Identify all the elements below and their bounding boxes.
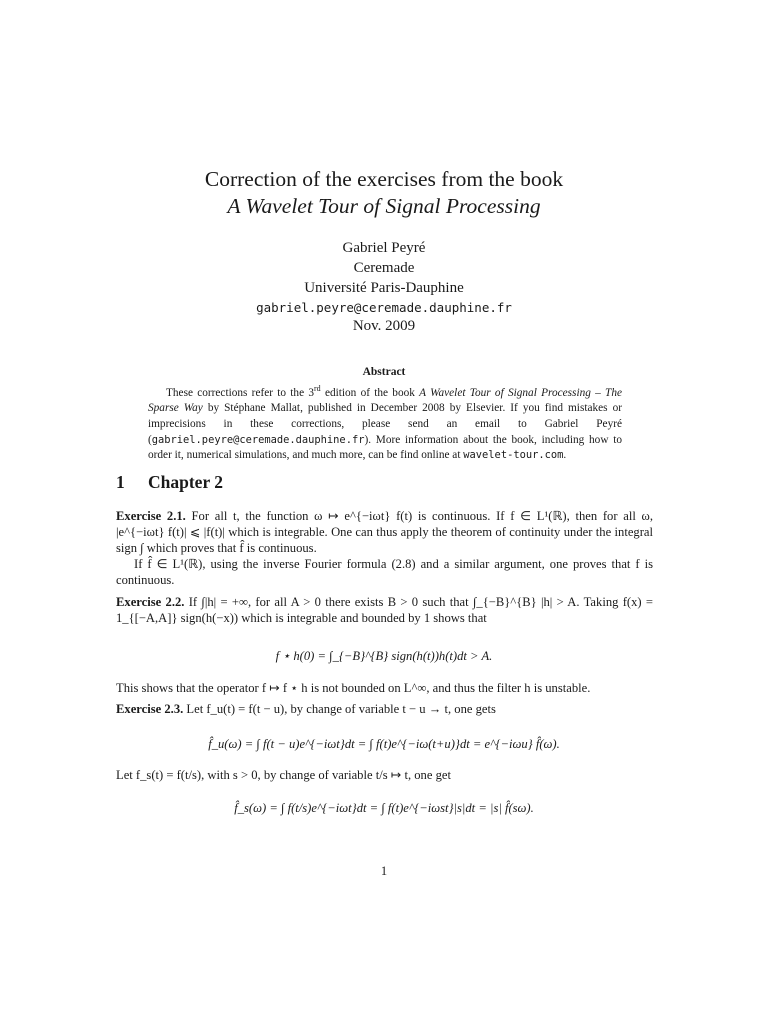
abstract-email: gabriel.peyre@ceremade.dauphine.fr: [151, 433, 365, 446]
equation-convolution: f ⋆ h(0) = ∫_{−B}^{B} sign(h(t))h(t)dt > A.: [275, 649, 493, 663]
abstract-book: A Wavelet Tour of Signal Processing – The Sparse Way: [148, 386, 622, 415]
equation-dilation: f̂_s(ω) = ∫ f(t/s)e^{−iωt}dt = ∫ f(t)e^{−iωst}|s|dt = |s| f̂(sω).: [234, 801, 534, 815]
author-university: Université Paris-Dauphine: [304, 280, 464, 296]
exercise-label: Exercise 2.2.: [116, 595, 185, 609]
section-title: Chapter 2: [148, 472, 224, 492]
abstract-part3: by Stéphane Mallat, published in December 2008 by Elsevier. If you find mistakes or imprecisions in these corrections, please send an email to Gabriel Peyré (: [148, 402, 622, 446]
title-block: [0, 166, 768, 220]
page-number: 1: [380, 864, 388, 878]
paper-date: Nov. 2009: [352, 318, 416, 334]
abstract-text: [148, 381, 622, 464]
author-lab: Ceremade: [353, 260, 415, 276]
exercise-paragraph: If f̂ ∈ L¹(ℝ), using the inverse Fourier formula (2.8) and a similar argument, one proves that f is continuous.: [116, 557, 653, 587]
exercise-2-1: [116, 508, 653, 588]
section-heading: [116, 472, 223, 493]
author-name: Gabriel Peyré: [342, 240, 426, 256]
exercise-2-3: [116, 701, 653, 717]
abstract-part2: edition of the book: [320, 386, 420, 399]
abstract-sup: rd: [314, 384, 321, 393]
exercise-text: For all t, the function ω ↦ e^{−iωt} f(t) is continuous. If f ∈ L¹(ℝ), then for all ω, |e^{−iωt} f(t)| ⩽ |f(t)| which is integrable. One can thus apply the theorem of continuity under the integral sign ∫ which proves that f̂ is continuous.: [116, 509, 653, 555]
abstract-url: wavelet-tour.com: [463, 449, 564, 462]
abstract-part5: .: [563, 449, 567, 462]
author-email: gabriel.peyre@ceremade.dauphine.fr: [256, 300, 512, 315]
author-block: [0, 238, 768, 318]
exercise-text: Let f_u(t) = f(t − u), by change of variable t − u → t, one gets: [183, 702, 496, 716]
exercise-label: Exercise 2.3.: [116, 702, 184, 716]
abstract-part1: These corrections refer to the 3: [166, 386, 315, 399]
abstract-part4: ). More information about the book, including how to order it, numerical simulations, and much more, can be find online at: [148, 433, 622, 462]
section-number: 1: [116, 472, 125, 492]
exercise-label: Exercise 2.1.: [116, 509, 186, 523]
book-title: A Wavelet Tour of Signal Processing: [227, 194, 541, 218]
abstract-heading: Abstract: [362, 366, 406, 378]
exercise-2-2-conclusion: This shows that the operator f ↦ f ⋆ h is not bounded on L^∞, and thus the filter h is unstable.: [116, 681, 591, 695]
exercise-2-3-middle: Let f_s(t) = f(t/s), with s > 0, by change of variable t/s ↦ t, one get: [116, 768, 451, 782]
paper-title: Correction of the exercises from the book: [204, 167, 564, 191]
exercise-2-2: [116, 594, 653, 626]
equation-translation: f̂_u(ω) = ∫ f(t − u)e^{−iωt}dt = ∫ f(t)e^{−iω(t+u)}dt = e^{−iωu} f̂(ω).: [208, 737, 560, 751]
exercise-text: If ∫|h| = +∞, for all A > 0 there exists B > 0 such that ∫_{−B}^{B} |h| > A. Taking f(x) = 1_{[−A,A]} sign(h(−x)) which is integrable and bounded by 1 shows that: [116, 595, 653, 625]
